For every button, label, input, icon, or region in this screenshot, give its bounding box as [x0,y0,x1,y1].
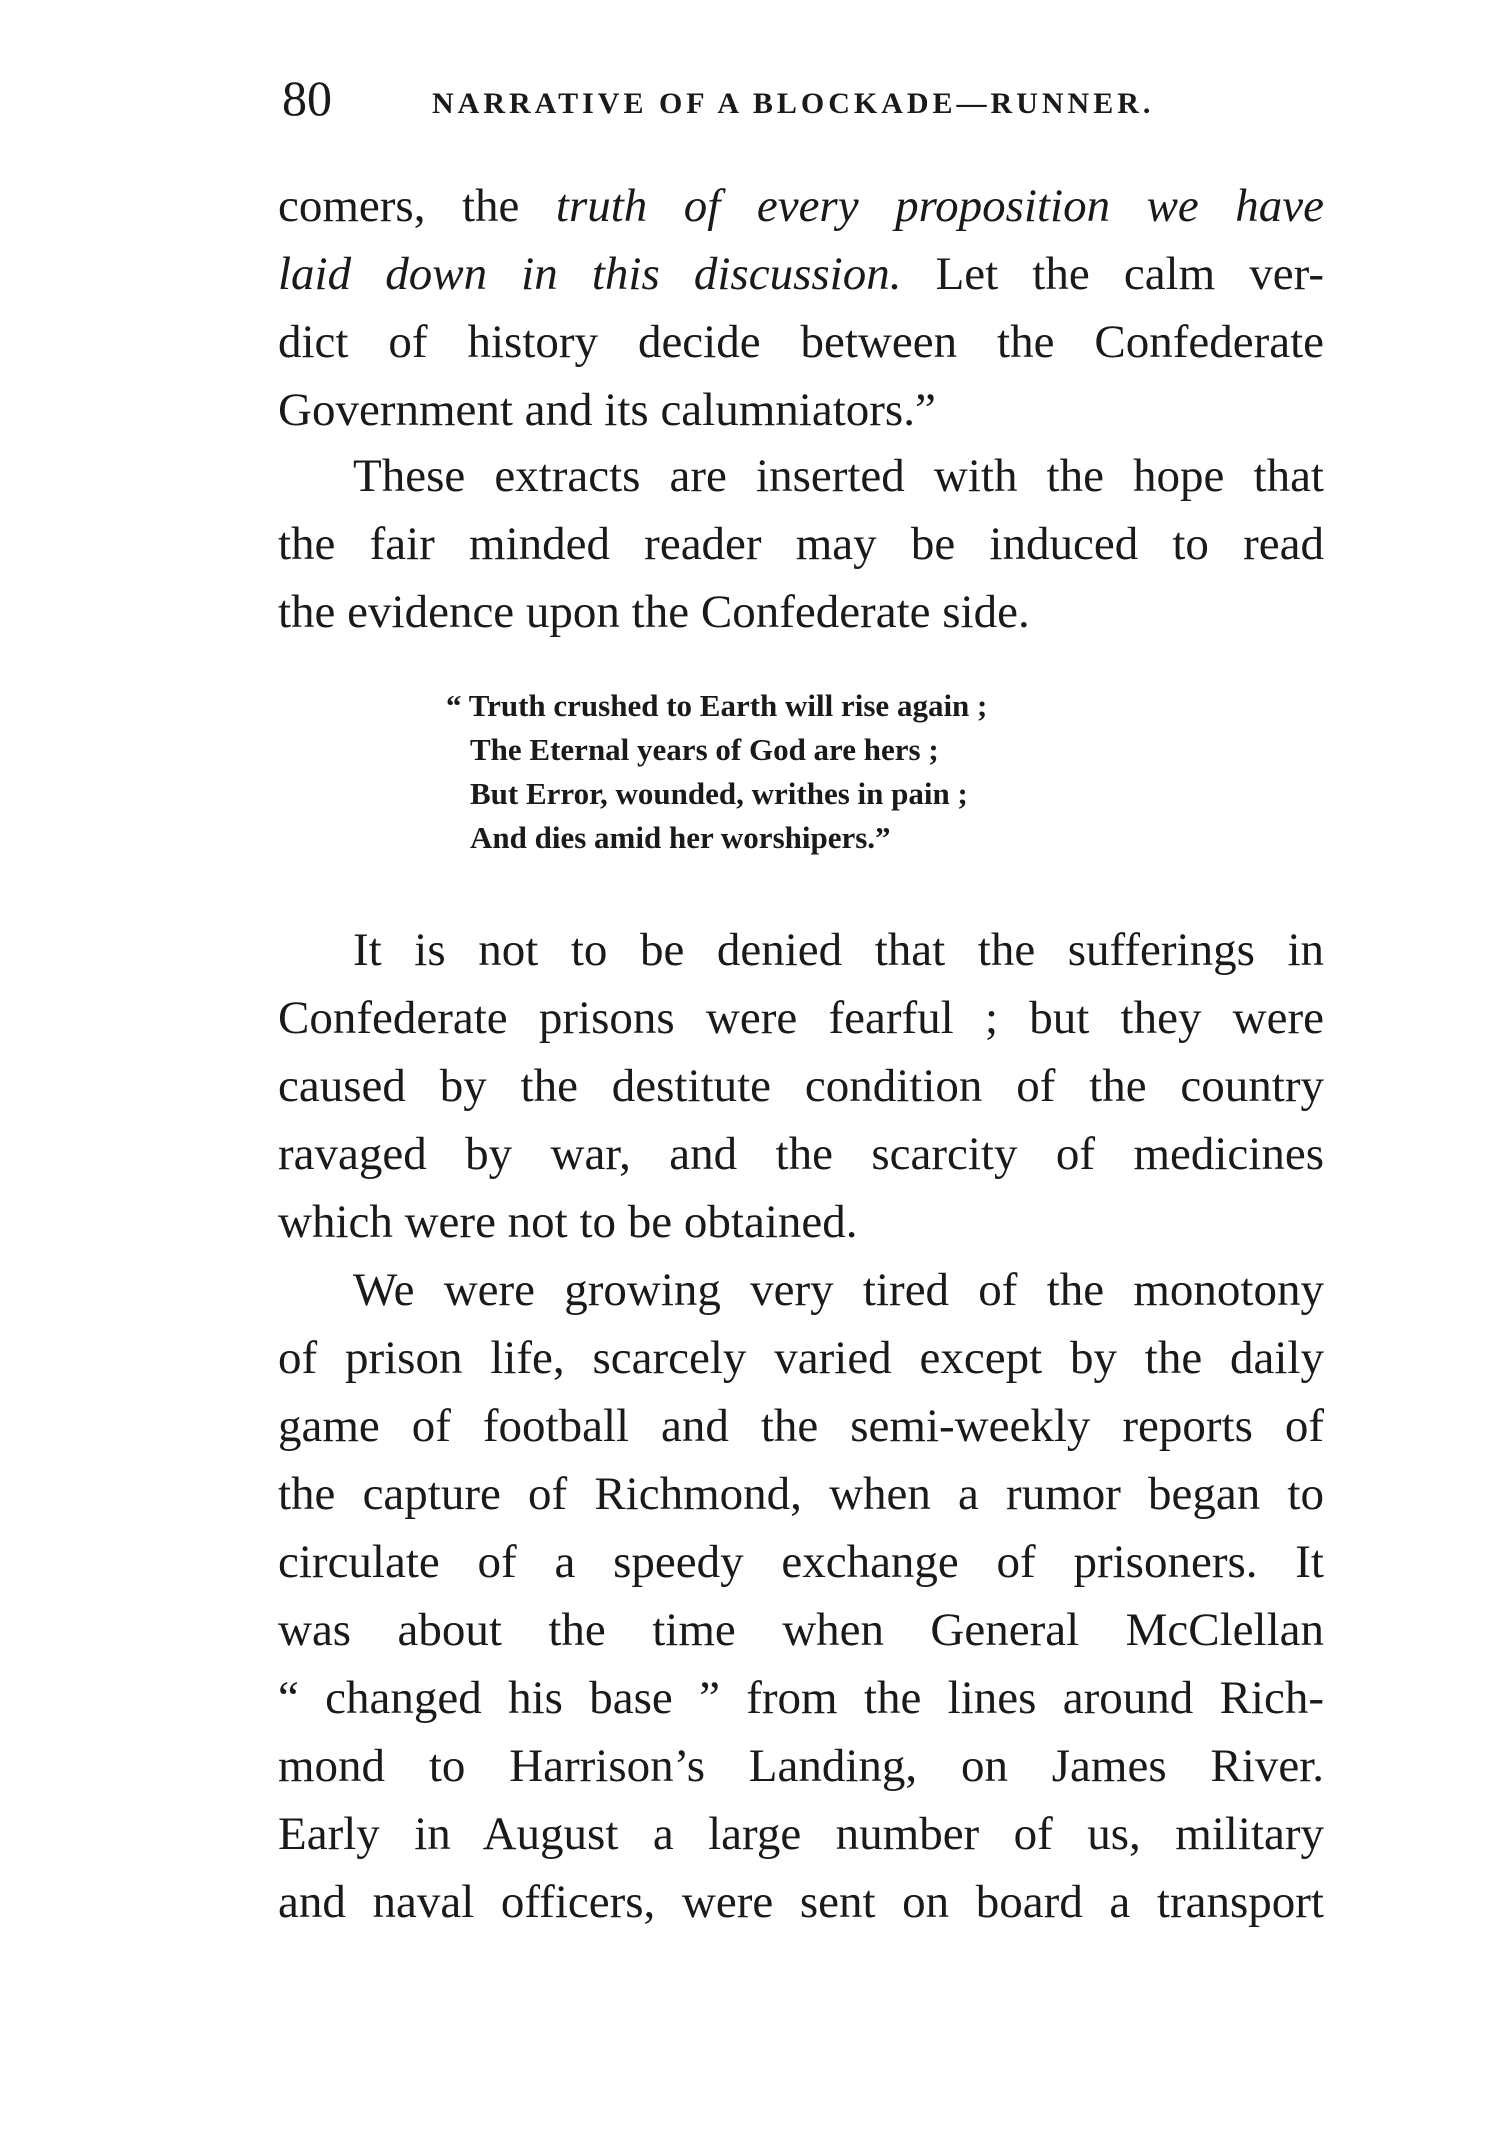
poem-line: The Eternal years of God are hers ; [470,732,939,767]
text-line: of prison life, scarcely varied except by the daily [278,1332,1324,1384]
text-line: ravaged by war, and the scarcity of medicines [278,1128,1324,1180]
text-line: Early in August a large number of us, military [278,1808,1324,1860]
text-line: These extracts are inserted with the hope that [353,450,1324,502]
text-line: caused by the destitute condition of the country [278,1060,1324,1112]
text-line: the fair minded reader may be induced to read [278,518,1324,570]
text-line: It is not to be denied that the sufferings in [353,924,1324,976]
text-line: which were not to be obtained. [278,1196,858,1248]
poem-line: And dies amid her worshipers.” [470,820,891,855]
running-title: NARRATIVE OF A BLOCKADE—RUNNER. [432,87,1155,120]
italic-phrase: truth of every proposition we have [555,180,1324,232]
italic-phrase: laid down in this discussion. [278,248,902,300]
paragraph-prisons [278,916,1324,1256]
text-line: dict of history decide between the Confederate [278,316,1324,368]
text-line: mond to Harrison’s Landing, on James River. [278,1740,1324,1792]
poem-line: But Error, wounded, writhes in pain ; [470,776,968,811]
text-line: Government and its calumniators.” [278,384,936,436]
page-header [282,64,1322,134]
text-line: the evidence upon the Confederate side. [278,586,1030,638]
poem-quotation [446,684,1206,860]
text-line: game of football and the semi-weekly reports of [278,1400,1324,1452]
text-line: and naval officers, were sent on board a transport [278,1876,1324,1928]
text-line: the capture of Richmond, when a rumor began to [278,1468,1324,1520]
paragraph-extracts [278,442,1324,646]
text-line: comers, the truth of every proposition we have [278,180,1324,232]
text-line: We were growing very tired of the monotony [353,1264,1324,1316]
poem-line: “ Truth crushed to Earth will rise again ; [446,688,988,723]
text-line: “ changed his base ” from the lines around Rich- [278,1672,1324,1724]
text-line: was about the time when General McClellan [278,1604,1324,1656]
page-number: 80 [282,70,332,126]
paragraph-prison-life [278,1256,1324,1936]
text-line: Confederate prisons were fearful ; but they were [278,992,1324,1044]
paragraph-quote-ending [278,172,1324,444]
text-line: circulate of a speedy exchange of prisoners. It [278,1536,1324,1588]
text-line: laid down in this discussion. Let the calm ver- [278,248,1325,300]
